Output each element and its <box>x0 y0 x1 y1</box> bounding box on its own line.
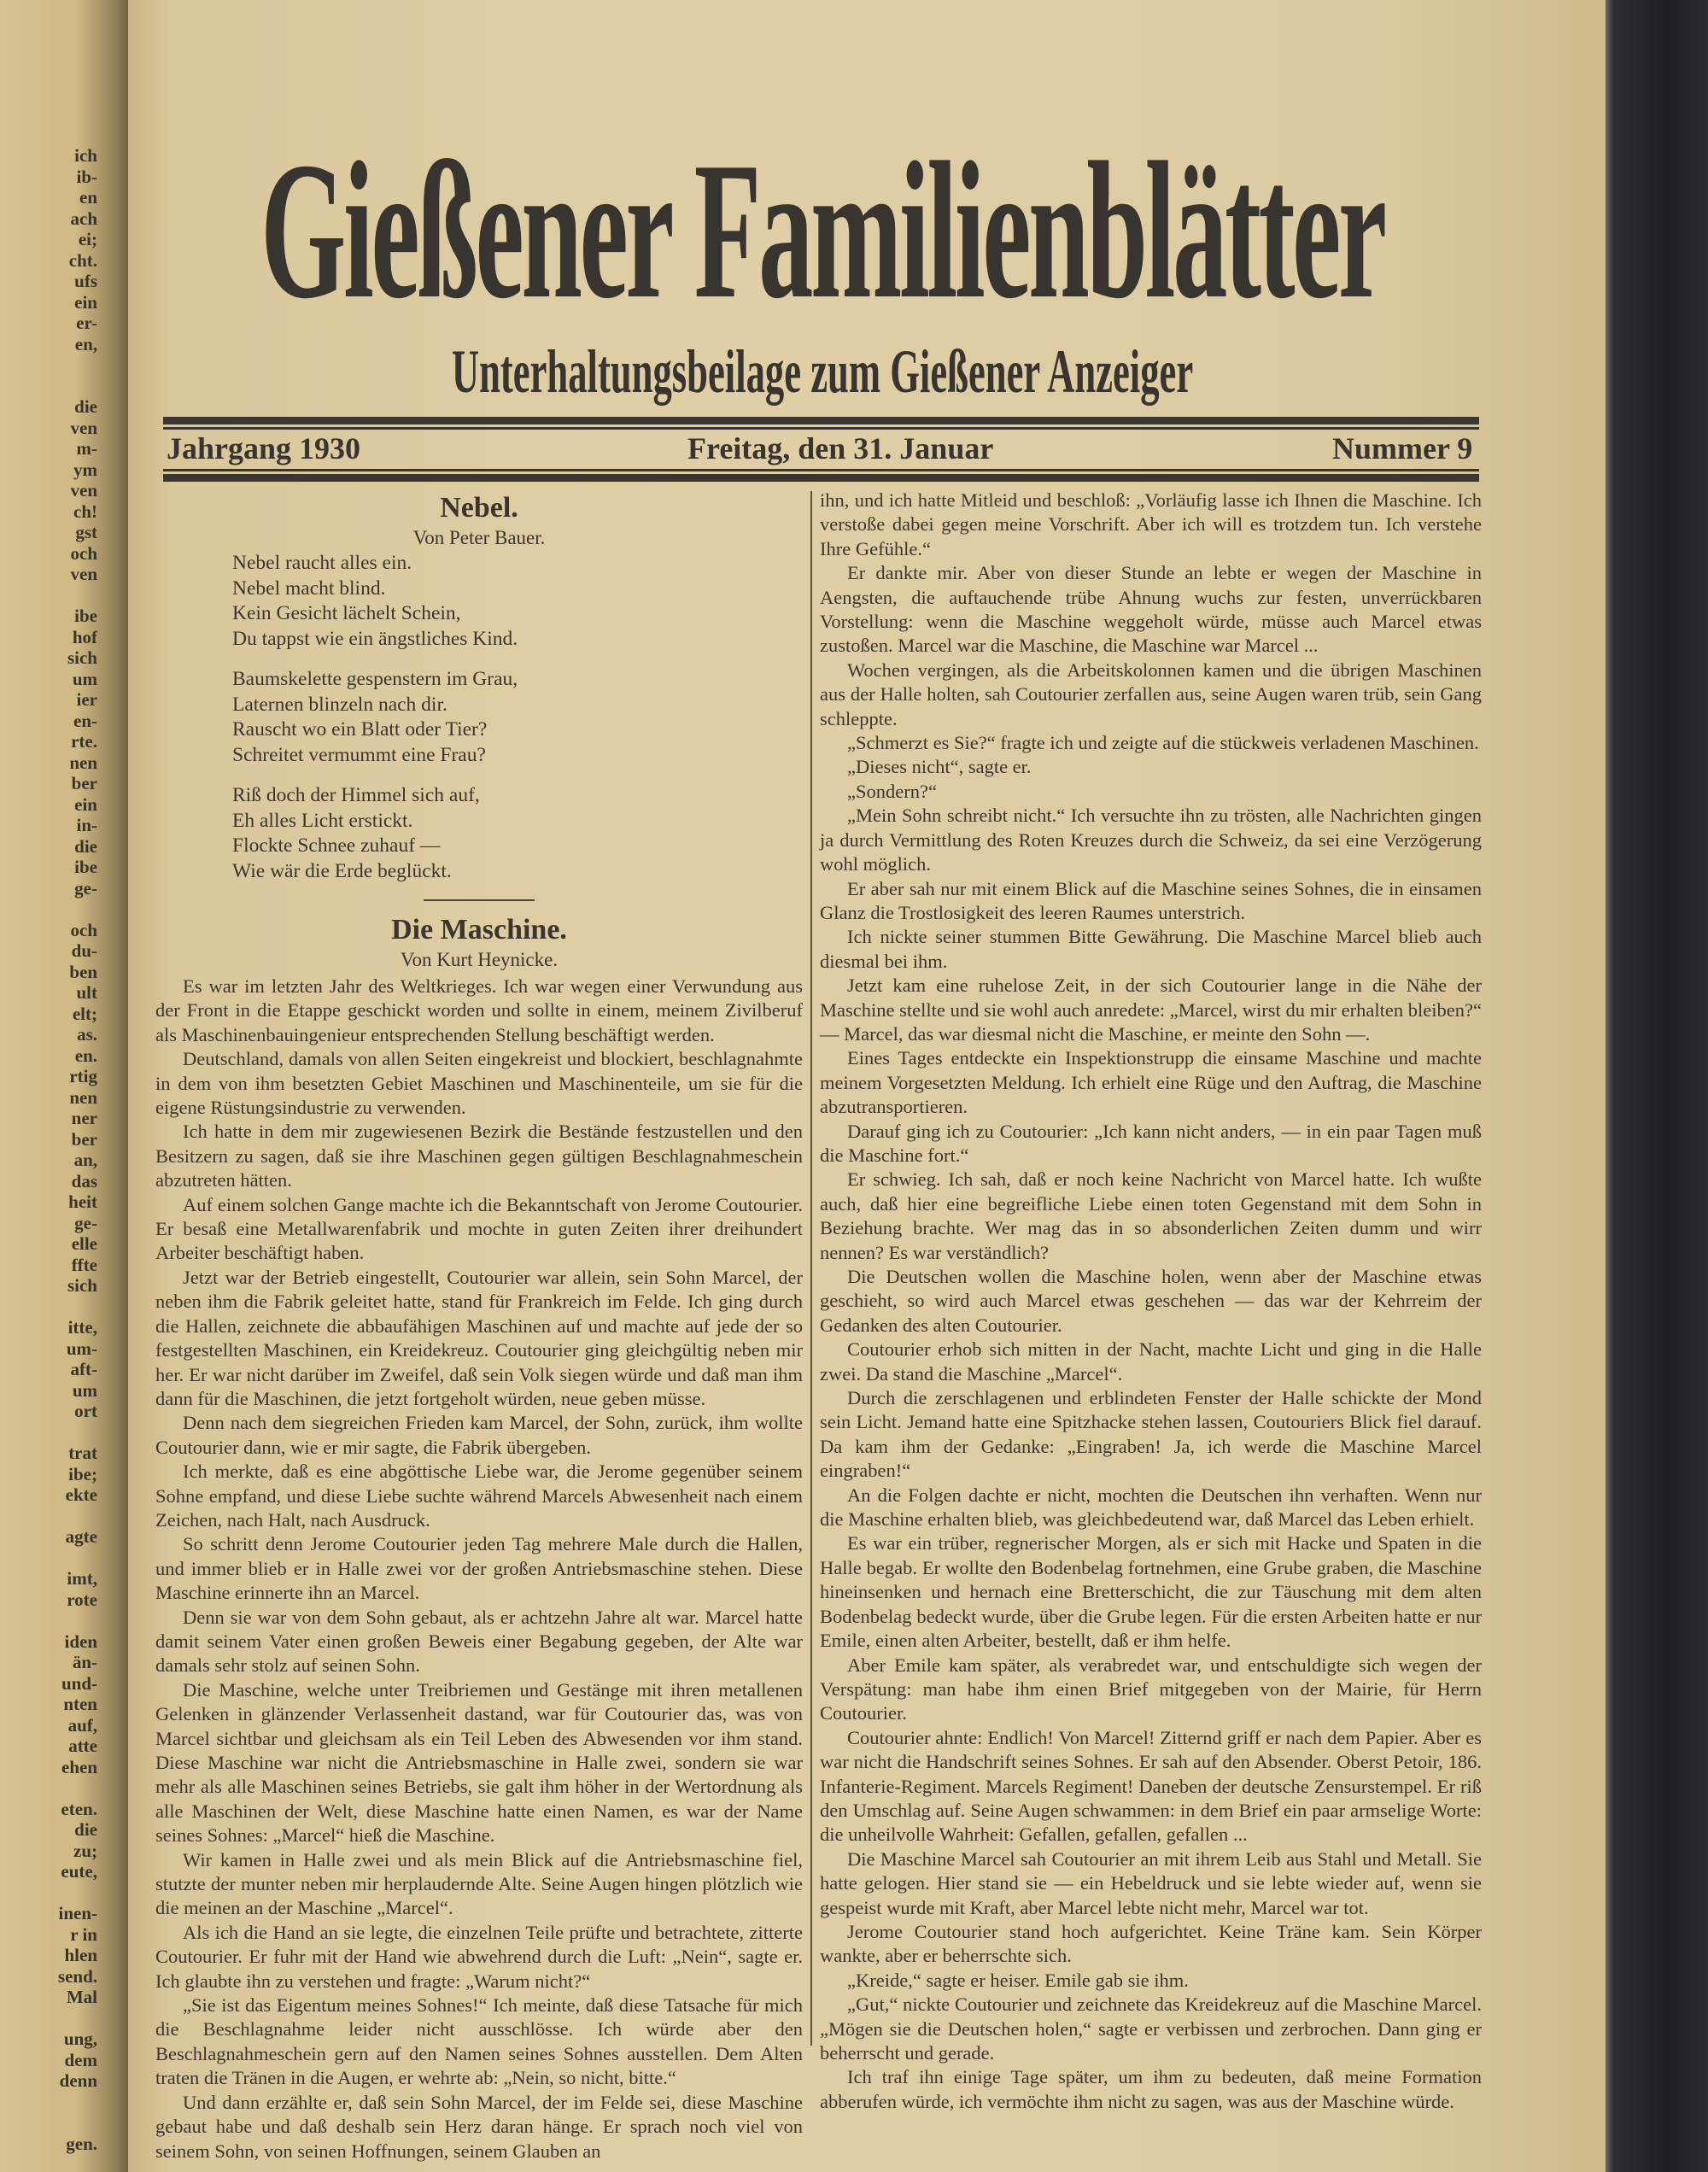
poem-byline: Von Peter Bauer. <box>412 527 546 548</box>
fragment-line: ben <box>69 961 97 982</box>
fragment-line: nen <box>69 752 97 773</box>
poem-line: Laternen blinzeln nach dir. <box>232 693 447 716</box>
paragraph: Die Maschine, welche unter Treibriemen und Gestänge mit ihren metallenen Gelenken in glänzender Verlassenheit dastand, war für Coutourier das, was von Marcel sichtbar und gleichsam als ein Teil Leben des Abwesenden vor ihm stand. Diese Maschine war nicht die Antriebsmaschine in Halle zwei, sondern sie war mehr als alle Maschinen seines Betriebs, sie galt ihm höher in der Wertordnung als alle Maschinen der Welt, diese Maschine hatte einen Namen, es war der Name seines Sohnes: „Marcel“ hieß die Maschine. <box>155 1678 803 1847</box>
fragment-line: hof <box>72 626 97 647</box>
paragraph: „Schmerzt es Sie?“ fragte ich und zeigte auf die stückweis verladenen Maschinen. <box>847 732 1479 754</box>
paragraph: Er dankte mir. Aber von dieser Stunde an lebte er wegen der Maschine in Aengsten, die auftauchende trübe Ahnung wuchs zur festen, unverrückbaren Vorstellung: wenn die Maschine weggeholt würde, müsse auch Marcel etwas zustoßen. Marcel war die Maschine, die Maschine war Marcel ... <box>820 562 1482 657</box>
fragment-line: cht. <box>68 249 97 271</box>
fragment-line: ib- <box>76 166 97 187</box>
poem-line: Schreitet vermummt eine Frau? <box>232 743 486 766</box>
fragment-line: in- <box>76 815 97 835</box>
paragraph: Coutourier erhob sich mitten in der Nacht, machte Licht und ging in die Halle zwei. Da stand die Maschine „Marcel“. <box>820 1338 1482 1385</box>
fragment-line: die <box>74 835 97 857</box>
fragment-line: iden <box>64 1630 97 1652</box>
fragment-line <box>3 2008 97 2029</box>
fragment-line: ekte <box>65 1484 97 1505</box>
paragraph: Ich hatte in dem mir zugewiesenen Bezirk die Bestände festzustellen und den Besitzern zu sagen, daß sie ihre Maschinen gegen gültigen Beschlagnahmeschein abzutreten hätten. <box>155 1121 803 1191</box>
fragment-line: ufs <box>74 271 97 291</box>
fragment-line: ven <box>70 564 97 584</box>
paragraph: Er aber sah nur mit einem Blick auf die Maschine seines Sohnes, die in einsamen Glanz die Trostlosigkeit des leeren Raumes unterstrich. <box>820 877 1482 923</box>
fragment-line: atte <box>68 1736 97 1756</box>
story-title: Die Maschine. <box>391 914 567 945</box>
paragraph: Eines Tages entdeckte ein Inspektionstrupp die einsame Maschine und machte meinem Vorgesetzten Meldung. Ich erhielt eine Rüge und den Auftrag, die Maschine abzutransportieren. <box>820 1047 1482 1118</box>
left-column <box>155 491 803 2163</box>
book-binding <box>1606 0 1708 2172</box>
fragment-line: elt; <box>72 1003 97 1024</box>
paragraph: Deutschland, damals von allen Seiten eingekreist und blockiert, beschlagnahmte in dem von ihm besetzten Gebiet Maschinen und Maschinenteile, um sie für die eigene Rüstungsindustrie zu verwenden. <box>155 1048 803 1119</box>
masthead-title: Gießener Familienblätter <box>260 121 1384 339</box>
section-divider <box>424 899 535 901</box>
paragraph: An die Folgen dachte er nicht, mochten die Deutschen ihn verhaften. Wenn nur die Maschine erhalten blieb, was gleichbedeutend war, daß Marcel das Leben erhielt. <box>820 1484 1482 1531</box>
fragment-line: och <box>70 919 97 940</box>
poem-line: Wie wär die Erde beglückt. <box>232 859 452 882</box>
fragment-line: auf, <box>67 1714 97 1736</box>
story-byline: Von Kurt Heynicke. <box>400 949 559 970</box>
fragment-line <box>3 2112 97 2134</box>
fragment-line: en- <box>73 710 97 731</box>
paragraph: „Kreide,“ sagte er heiser. Emile gab sie ihm. <box>847 1969 1189 1991</box>
fragment-line: ehen <box>61 1756 97 1777</box>
fragment-line: ven <box>70 480 97 501</box>
fragment-line: nen <box>69 1086 97 1108</box>
paragraph: Aber Emile kam später, als verabredet war, und entschuldigte sich wegen der Verspätung: man habe ihm einen Brief mitgegeben von der Mairie, für Herrn Coutourier. <box>820 1654 1482 1724</box>
fragment-line: er- <box>76 313 97 333</box>
fragment-line: send. <box>57 1965 97 1987</box>
paragraph: Ich nickte seiner stummen Bitte Gewährung. Die Maschine Marcel blieb auch diesmal bei ihm. <box>820 926 1482 972</box>
fragment-line: zu; <box>73 1840 97 1861</box>
fragment-line: und- <box>61 1672 97 1694</box>
poem-title: Nebel. <box>440 492 518 524</box>
paragraph: Coutourier ahnte: Endlich! Von Marcel! Zitternd griff er nach dem Papier. Aber es war nicht die Handschrift seines Sohnes. Er sah auf den Absender. Oberst Petoir, 186. Infanterie-Regiment. Marcels Regiment! Daneben der deutsche Zensurstempel. Er riß den Umschlag auf. Seine Augen schwammen: in dem Brief ein paar armselige Worte: die unheilvolle Wahrheit: Gefallen, gefallen, gefallen ... <box>820 1726 1482 1846</box>
fragment-line: ort <box>74 1401 97 1421</box>
fragment-line: ibe; <box>68 1463 97 1484</box>
paragraph: Auf einem solchen Gange machte ich die Bekanntschaft von Jerome Coutourier. Er besaß eine Metallwarenfabrik und mochte in guten Zeiten ihrer dreihundert Arbeiter beschäftigt haben. <box>155 1193 803 1264</box>
fragment-line: ber <box>71 1128 97 1150</box>
fragment-line: ch! <box>73 501 97 522</box>
fragment-line: eute, <box>61 1861 97 1882</box>
poem-line: Eh alles Licht erstickt. <box>232 809 413 832</box>
fragment-line: die <box>74 1819 97 1840</box>
paragraph: Und dann erzählte er, daß sein Sohn Marcel, der im Felde sei, diese Maschine gebaut habe und daß deshalb sein Herz daran hänge. Er sprach noch viel von seinem Sohn, von seinen Hoffnungen, seinem Glauben an <box>155 2091 803 2162</box>
masthead-subtitle: Unterhaltungsbeilage zum Gießener Anzeiger <box>451 337 1194 406</box>
fragment-line: eten. <box>61 1798 97 1819</box>
top-rule-thin <box>163 427 1479 430</box>
poem-line: Baumskelette gespenstern im Grau, <box>232 668 518 690</box>
fragment-line: sich <box>67 1275 97 1296</box>
column-divider <box>810 491 812 2046</box>
fragment-line: imt, <box>67 1568 97 1589</box>
poem-stanza <box>232 783 803 884</box>
poem-line: Du tappst wie ein ängstliches Kind. <box>232 627 518 650</box>
fragment-line: aft- <box>70 1359 97 1379</box>
paragraph: Die Deutschen wollen die Maschine holen, wenn aber der Maschine etwas geschieht, so wird auch Marcel etwas geschehen — das war der Kehrreim der Gedanken des alten Coutourier. <box>820 1266 1482 1336</box>
poem-line: Flockte Schnee zuhauf — <box>232 834 441 857</box>
fragment-line: inen- <box>58 1903 97 1923</box>
fragment-line: dem <box>64 2049 97 2070</box>
bottom-rule-thick <box>163 474 1479 482</box>
fragment-line <box>3 376 97 397</box>
paragraph: Jetzt kam eine ruhelose Zeit, in der sich Coutourier lange in die Nähe der Maschine stellte und sie wohl auch anredete: „Marcel, wirst du mir erhalten bleiben?“ — Marcel, das war diesmal nicht die Maschine, er meinte den Sohn —. <box>820 975 1482 1045</box>
paragraph: Es war ein trüber, regnerischer Morgen, als er sich mit Hacke und Spaten in die Halle begab. Er wollte den Bodenbelag fortnehmen, eine Grube graben, die Maschine hineinsenken und hernach eine Bretterschicht, die zur Täuschung mit dem alten Bodenbelag bedeckt wurde, über die Grube legen. Für die ersten Arbeiten hatte er nur Emile, einen alten Arbeiter, bestellt, daß er ihm helfe. <box>820 1532 1482 1652</box>
right-column <box>820 489 1482 2114</box>
paragraph: „Sie ist das Eigentum meines Sohnes!“ Ich meinte, daß diese Tatsache für mich die Beschlagnahme leider nicht ausschlösse. Ich würde aber den Beschlagnahmeschein gern auf den Namen seines Sohnes ausstellen. Dem Alten traten die Tränen in die Augen, er wehrte ab: „Nein, so nicht, bitte.“ <box>155 1994 803 2089</box>
fragment-line: en <box>79 187 97 208</box>
paragraph: Als ich die Hand an sie legte, die einzelnen Teile prüfte und betrachtete, zitterte Coutourier. Er fuhr mit der Hand wie abwehrend durch die Luft: „Nein“, sagte er. Ich glaubte ihn zu verstehen und fragte: „Warum nicht?“ <box>155 1921 803 1992</box>
fragment-line <box>3 2092 97 2113</box>
fragment-line: och <box>70 542 97 564</box>
fragment-line: ge- <box>74 877 97 899</box>
paragraph: „Sondern?“ <box>847 780 937 802</box>
fragment-line: ung, <box>63 2029 97 2049</box>
fragment-line: nten <box>63 1694 97 1714</box>
fragment-line <box>3 1882 97 1904</box>
fragment-line: ein <box>74 793 97 815</box>
fragment-line: m- <box>76 438 97 459</box>
fragment-line <box>3 1548 97 1569</box>
poem-stanza <box>232 667 803 768</box>
poem-body <box>232 551 803 884</box>
fragment-line <box>3 1506 97 1527</box>
paragraph: Darauf ging ich zu Coutourier: „Ich kann nicht anders, — in ein paar Tagen muß die Maschine fort.“ <box>820 1120 1482 1166</box>
fragment-line: ach <box>70 208 97 229</box>
fragment-line: gst <box>75 522 97 542</box>
paragraph: So schritt denn Jerome Coutourier jeden Tag mehrere Male durch die Hallen, und immer blieb er in Halle zwei vor der großen Antriebsmaschine stehen. Diese Maschine erinnerte ihn an Marcel. <box>155 1533 803 1604</box>
paragraph: Er schwieg. Ich sah, daß er noch keine Nachricht von Marcel hatte. Ich wußte auch, daß hier eine begreifliche Liebe einen toten Gegenstand mit dem Sohn in Beziehung brachte. Wer mag das in so absonderlichen Zeiten dumm und wirr nennen? Es war verständlich? <box>820 1168 1482 1263</box>
fragment-line: ym <box>73 459 97 480</box>
fragment-line: ich <box>74 145 97 166</box>
paragraph: „Dieses nicht“, sagte er. <box>847 756 1032 778</box>
fragment-line: trat <box>68 1443 97 1463</box>
fragment-line: sich <box>67 647 97 668</box>
fragment-line: en. <box>74 1045 97 1066</box>
volume-label: Jahrgang 1930 <box>167 431 361 465</box>
poem-line: Rauscht wo ein Blatt oder Tier? <box>232 718 488 741</box>
paragraph: ihn, und ich hatte Mitleid und beschloß: „Vorläufig lasse ich Ihnen die Maschine. Ich verstoße dabei gegen meine Vorschrift. Aber ich will es trotzdem tun. Ich verstehe Ihre Gefühle.“ <box>820 489 1482 559</box>
paragraph: Die Maschine Marcel sah Coutourier an mit ihrem Leib aus Stahl und Metall. Sie hatte gelogen. Hier stand sie — ein Hebeldruck und sie lebte wieder auf, wenn sie gespeist wurde mit Kraft, aber Marcel lebte nicht mehr, Marcel war tot. <box>820 1847 1482 1918</box>
fragment-line: rtig <box>69 1066 97 1086</box>
fragment-line: um <box>72 1379 97 1401</box>
paragraph: „Gut,“ nickte Coutourier und zeichnete das Kreidekreuz auf die Maschine Marcel. „Mögen sie die Deutschen holen,“ sagte er verbissen und zerbrochen. Dann ging er beherrscht und gerade. <box>820 1993 1482 2064</box>
story-text-right <box>820 489 1482 2114</box>
story-text-left <box>155 975 803 2163</box>
previous-page-text-fragments <box>3 145 97 2154</box>
poem-line: Riß doch der Himmel sich auf, <box>232 784 480 806</box>
fragment-line: hlen <box>64 1945 97 1965</box>
fragment-line <box>3 1777 97 1799</box>
bottom-rule-thin <box>163 469 1479 471</box>
fragment-line: ber <box>71 773 97 793</box>
issue-number: Nummer 9 <box>1332 431 1473 465</box>
fragment-line: gen. <box>66 2133 97 2154</box>
poem-line: Nebel macht blind. <box>232 577 386 600</box>
paragraph: Wochen vergingen, als die Arbeitskolonnen kamen und die übrigen Maschinen aus der Halle holten, sah Coutourier zerfallen aus, seine Augen waren trüb, sein Gang schleppte. <box>820 659 1482 729</box>
paragraph: Jetzt war der Betrieb eingestellt, Coutourier war allein, sein Sohn Marcel, der neben ihm die Fabrik geleitet hatte, stand für Frankreich im Felde. Ich ging durch die Hallen, zeichnete die abbaufähigen Maschinen auf und machte auf jede der so festgestellten Maschinen, ein Kreidekreuz. Coutourier ging gleichgültig neben mir her. Er war nicht darüber im Zweifel, daß sein Volk siegen würde und daß man ihm dann für die Maschinen, die jetzt fortgeholt würden, neue geben müsse. <box>155 1266 803 1409</box>
paragraph: Ich merkte, daß es eine abgöttische Liebe war, die Jerome gegenüber seinem Sohne empfand, und diese Liebe suchte während Marcels Abwesenheit nach einem Zeichen, nach Halt, nach Ausdruck. <box>155 1461 803 1531</box>
fragment-line <box>3 354 97 376</box>
fragment-line: heit <box>68 1191 97 1212</box>
fragment-line: ge- <box>74 1212 97 1233</box>
fragment-line <box>3 899 97 920</box>
fragment-line: ein <box>74 291 97 313</box>
fragment-line: ier <box>76 689 97 710</box>
fragment-line: du- <box>71 940 97 961</box>
paragraph: Denn nach dem siegreichen Frieden kam Marcel, der Sohn, zurück, ihm wollte Coutourier dann, wie er mir sagte, die Fabrik übergeben. <box>155 1412 803 1458</box>
fragment-line: Mal <box>66 1987 97 2007</box>
fragment-line: en, <box>74 333 97 354</box>
fragment-line: as. <box>77 1024 97 1045</box>
fragment-line <box>3 1610 97 1631</box>
fragment-line: elle <box>71 1233 97 1254</box>
fragment-line: ibe <box>74 606 97 626</box>
poem-line: Nebel raucht alles ein. <box>232 552 412 574</box>
fragment-line: um- <box>66 1338 97 1359</box>
fragment-line: itte, <box>67 1317 97 1338</box>
fragment-line <box>3 1422 97 1443</box>
fragment-line <box>3 585 97 606</box>
previous-page-edge <box>0 0 128 2172</box>
poem-stanza <box>232 551 803 652</box>
poem-line: Kein Gesicht lächelt Schein, <box>232 602 461 624</box>
paragraph: Es war im letzten Jahr des Weltkrieges. Ich war wegen einer Verwundung aus der Front in die Etappe geschickt worden und sollte in einem, meinem Zivilberuf als Maschinenbauingenieur entsprechenden Stellung beschäftigt werden. <box>155 975 803 1045</box>
fragment-line: ffte <box>71 1254 97 1275</box>
paragraph: „Mein Sohn schreibt nicht.“ Ich versuchte ihn zu trösten, alle Nachrichten gingen ja durch Vermittlung des Roten Kreuzes durch die Schweiz, da sei eine Verzögerung wohl möglich. <box>820 805 1482 875</box>
paragraph: Denn sie war von dem Sohn gebaut, als er achtzehn Jahre alt war. Marcel hatte damit seinem Vater einen großen Beweis einer Begabung gegeben, der Alte war damals sehr stolz auf seinen Sohn. <box>155 1606 803 1677</box>
fragment-line: agte <box>65 1526 97 1547</box>
top-rule-thick <box>163 417 1479 424</box>
fragment-line: um <box>72 668 97 689</box>
fragment-line: r in <box>70 1923 97 1945</box>
paragraph: Jerome Coutourier stand hoch aufgerichtet. Keine Träne kam. Sein Körper wankte, aber er beherrschte sich. <box>820 1920 1482 1967</box>
fragment-line: die <box>74 396 97 417</box>
fragment-line: rte. <box>71 731 97 752</box>
paragraph: Wir kamen in Halle zwei und als mein Blick auf die Antriebsmaschine fiel, stutzte der munter neben mir herplaudernde Alte. Seine Augen hingen plötzlich wie die meinen an der Maschine „Marcel“. <box>155 1848 803 1919</box>
fragment-line: an, <box>73 1150 97 1170</box>
fragment-line <box>3 1297 97 1318</box>
fragment-line: ult <box>76 982 97 1003</box>
issue-date: Freitag, den 31. Januar <box>687 431 994 465</box>
fragment-line: rote <box>67 1589 97 1610</box>
fragment-line: ibe <box>74 857 97 877</box>
fragment-line: ei; <box>78 229 97 249</box>
fragment-line: denn <box>59 2070 97 2091</box>
fragment-line: das <box>71 1170 97 1191</box>
fragment-line: än- <box>72 1652 97 1672</box>
fragment-line: ner <box>71 1108 97 1128</box>
paragraph: Durch die zerschlagenen und erblindeten Fenster der Halle schickte der Mond sein Licht. Jemand hatte eine Spitzhacke stehen lassen, Coutouriers Blick fiel darauf. Da kam ihm der Gedanke: „Eingraben! Ja, ich werde die Maschine Marcel eingraben!“ <box>820 1387 1482 1482</box>
fragment-line: ven <box>70 417 97 438</box>
paragraph: Ich traf ihn einige Tage später, um ihm zu bedeuten, daß meine Formation abberufen würde, ich vermöchte ihm nicht zu sagen, was aus der Maschine würde. <box>820 2066 1482 2112</box>
